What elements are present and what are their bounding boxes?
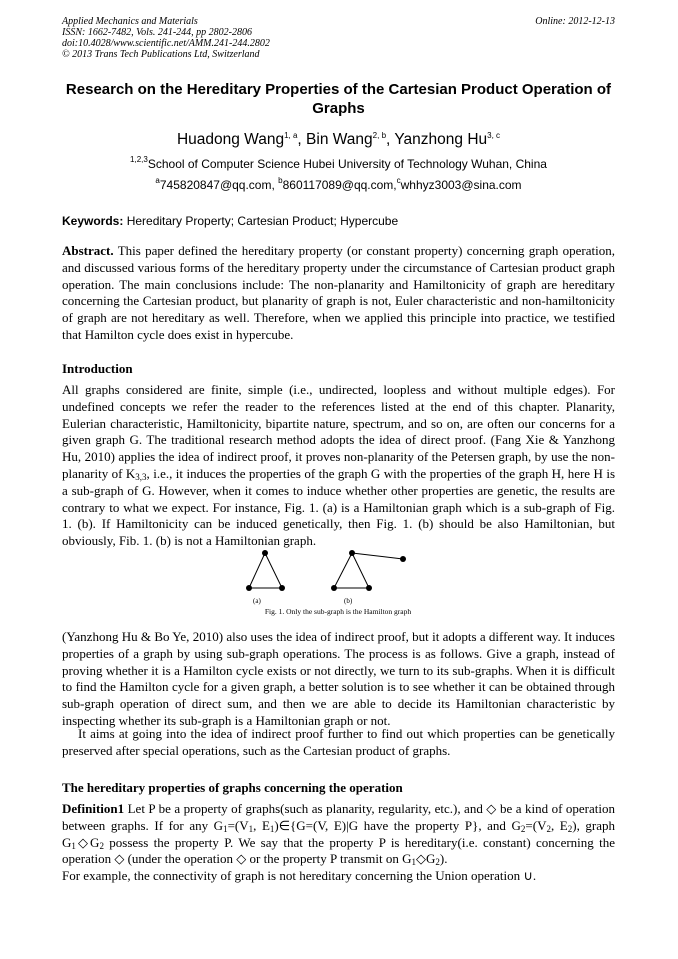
email-sup-b: b bbox=[278, 176, 283, 185]
def-text: ◇G bbox=[415, 851, 436, 867]
author-2: , Bin Wang bbox=[297, 131, 373, 148]
def-text: , E bbox=[253, 817, 270, 833]
keywords-text: Hereditary Property; Cartesian Product; Hypercube bbox=[123, 214, 399, 228]
def-sub: 2 bbox=[520, 823, 526, 834]
def-sub: 1 bbox=[248, 823, 254, 834]
author-line bbox=[62, 131, 615, 149]
author-2-sup: 2, b bbox=[372, 131, 387, 140]
figure-caption: Fig. 1. Only the sub-graph is the Hamilton graph bbox=[264, 607, 412, 616]
def-text: possess the property P. We say that the property P is hereditary(i.e. constant) concerning the operation ◇ (under the operation ◇ or the property P transmit on G bbox=[62, 834, 615, 867]
affiliation bbox=[62, 157, 615, 171]
author-1: Huadong Wang bbox=[176, 131, 285, 148]
definition-label: Definition1 bbox=[62, 801, 125, 816]
graph-a bbox=[246, 550, 285, 605]
intro-p1-subscript: 3,3 bbox=[135, 471, 147, 482]
email-line bbox=[62, 178, 615, 192]
graph-b-edge bbox=[334, 553, 352, 588]
def-text: =(V bbox=[525, 817, 547, 833]
paper-title: Research on the Hereditary Properties of the Cartesian Product Operation of Graphs bbox=[65, 81, 612, 117]
intro-paragraph-1 bbox=[62, 382, 615, 550]
example-text: For example, the connectivity of graph is not hereditary concerning the Union operation ∪. bbox=[62, 868, 537, 884]
email-a[interactable]: 745820847@qq.com, bbox=[159, 178, 279, 192]
intro-p1-text-b: , i.e., it induces the properties of the graph G with the properties of the graph H, here H is a sub-graph of G. However, when it comes to induce whether other properties are genetic, the results are contrary to what we expect. For instance, Fig. 1. (a) is a Hamiltonian graph which is a sub-graph of Fig. 1. (b). If Hamiltonicity can be induced genetically, then Fig. 1. (b) should be also Hamiltonian, but obviously, Fib. 1. (b) is not a Hamiltonian graph. bbox=[62, 465, 616, 549]
graph-a-edge bbox=[249, 553, 265, 588]
graph-b-vertex bbox=[331, 585, 337, 591]
author-3: , Yanzhong Hu bbox=[386, 131, 488, 148]
def-sub: 1 bbox=[269, 823, 275, 834]
definition-1 bbox=[62, 801, 615, 885]
graph-a-vertex bbox=[246, 585, 252, 591]
email-b[interactable]: 860117089@qq.com, bbox=[282, 178, 397, 192]
intro-p1-text-a: All graphs considered are finite, simple (i.e., undirected, loopless and without multiple edges). For undefined concepts we refer the reader to the references listed at the end of this chapter. Planarity, Eulerian characteristic, Hamiltonicity, bipartite nature, spectrum, and so on, are often our concerns for a given graph G. The traditional research method adopts the idea of direct proof. (Fang Xie & Yanzhong Hu, 2010) applies the idea of indirect proof, it proves non-planarity of the Petersen graph, by use the non-planarity of K bbox=[62, 382, 615, 481]
email-sup-c: c bbox=[396, 176, 401, 185]
def-text: Let P be a property of graphs(such as planarity, regularity, etc.), and ◇ be a kind of operation between graphs. If for any G bbox=[62, 801, 615, 833]
section2-heading: The hereditary properties of graphs concerning the operation bbox=[62, 780, 403, 795]
issn-line: ISSN: 1662-7482, Vols. 241-244, pp 2802-2806 bbox=[62, 27, 252, 38]
graph-a-vertex bbox=[262, 550, 268, 556]
def-sub: 1 bbox=[411, 857, 416, 868]
def-sub: 2 bbox=[546, 823, 551, 834]
graph-a-edge bbox=[265, 553, 282, 588]
affiliation-text: School of Computer Science Hubei University of Technology Wuhan, China bbox=[147, 157, 547, 171]
def-sub: 1 bbox=[71, 840, 76, 851]
graph-b-edge bbox=[352, 553, 403, 559]
intro-paragraph-3 bbox=[62, 726, 615, 760]
graph-a-label: (a) bbox=[253, 597, 261, 605]
abstract-text: This paper defined the hereditary property (or constant property) concerning graph operation, and discussed various forms of the hereditary property under the circumstance of Cartesian product graph operation. The main conclusions include: The non-planarity and Hamiltonicity of graph are hereditary concerning the Cartesian product, but planarity of graph is not, Euler characteristic and non-hamiltonicity of graph are not hereditary as well. Therefore, when we applied this principle into practice, we testified that Hamilton cycle does exist in hypercube. bbox=[62, 243, 615, 342]
journal-name: Applied Mechanics and Materials bbox=[62, 16, 198, 27]
def-text: ◇G bbox=[75, 834, 100, 850]
email-c[interactable]: whhyz3003@sina.com bbox=[400, 178, 522, 192]
journal-header bbox=[62, 16, 482, 60]
graph-b-vertex bbox=[349, 550, 355, 556]
graph-a-vertex bbox=[279, 585, 285, 591]
affiliation-sup: 1,2,3 bbox=[130, 155, 148, 164]
keywords bbox=[62, 214, 615, 228]
graph-b-vertex bbox=[366, 585, 372, 591]
graph-b-label: (b) bbox=[344, 597, 353, 605]
online-date: Online: 2012-12-13 bbox=[535, 16, 615, 27]
intro-p3-text: It aims at going into the idea of indirect proof further to find out which properties can be genetically preserved after special operations, such as the Cartesian product of graphs. bbox=[62, 726, 615, 758]
introduction-heading: Introduction bbox=[62, 361, 133, 376]
graph-b-vertex bbox=[400, 556, 406, 562]
def-text: , E bbox=[550, 817, 568, 833]
def-text: ), graph G bbox=[62, 817, 615, 850]
graph-b bbox=[331, 550, 406, 605]
def-text: =(V bbox=[227, 817, 249, 833]
copyright-line: © 2013 Trans Tech Publications Ltd, Switzerland bbox=[62, 49, 260, 60]
keywords-label: Keywords: bbox=[62, 214, 124, 228]
abstract-label: Abstract. bbox=[62, 243, 114, 258]
author-3-sup: 3, c bbox=[487, 131, 501, 140]
def-sub: 2 bbox=[567, 823, 573, 834]
abstract bbox=[62, 243, 615, 344]
intro-paragraph-2: (Yanzhong Hu & Bo Ye, 2010) also uses the idea of indirect proof, but it adopts a different way. It induces properties of a graph by using sub-graph operations. The process is as follows. Give a graph, instead of proving whether it is a Hamilton cycle exists or not directly, we turn to its sub-graphs. When it is difficult to find the Hamilton cycle for a given graph, a better solution is to see whether it can be obtained through sub-graph operation of direct sum, and then we are able to decide its Hamiltonian characteristic by inspecting whether its sub-graph is a Hamiltonian graph or not. bbox=[62, 629, 615, 728]
def-sub: 1 bbox=[223, 823, 228, 834]
def-text: )∈{G=(V, E)|G have the property P}, and G bbox=[274, 817, 521, 833]
graph-b-edge bbox=[352, 553, 369, 588]
author-1-sup: 1, a bbox=[284, 131, 298, 140]
doi-line[interactable]: doi:10.4028/www.scientific.net/AMM.241-244.2802 bbox=[62, 38, 270, 49]
def-text: ). bbox=[439, 851, 448, 867]
def-sub: 2 bbox=[435, 857, 440, 868]
def-sub: 2 bbox=[99, 840, 104, 851]
email-sup-a: a bbox=[155, 176, 160, 185]
